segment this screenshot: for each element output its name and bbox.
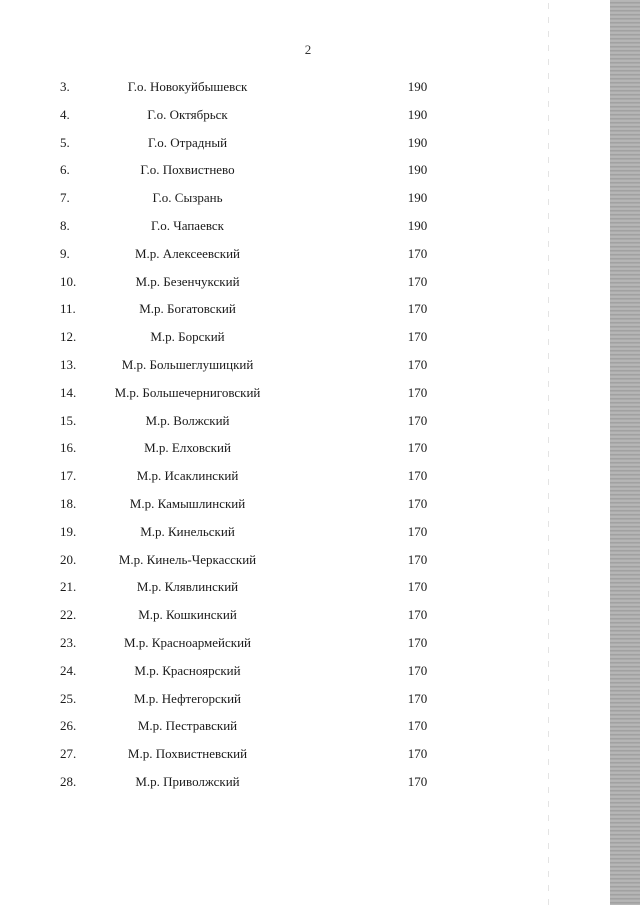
municipality-name: М.р. Пестравский [137, 718, 238, 734]
table-row [0, 212, 560, 240]
row-value: 170 [407, 690, 428, 706]
municipality-name: М.р. Кинель-Черкасский [118, 551, 257, 567]
municipality-name: М.р. Красноармейский [123, 634, 251, 650]
table-row [0, 518, 560, 546]
row-number: 5. [60, 134, 70, 150]
row-value: 170 [407, 773, 428, 789]
table-row [0, 101, 560, 129]
table-row [0, 379, 560, 407]
row-number: 26. [60, 718, 77, 734]
row-number: 13. [60, 356, 77, 372]
municipality-name: М.р. Алексеевский [135, 245, 240, 261]
table-row [0, 73, 560, 101]
row-value: 190 [407, 79, 428, 94]
row-value: 170 [407, 634, 428, 650]
row-number: 21. [60, 579, 77, 595]
municipality-name: М.р. Камышлинский [129, 495, 246, 511]
row-value: 170 [407, 579, 428, 595]
row-value: 170 [407, 356, 428, 372]
municipality-name: М.р. Богатовский [139, 301, 236, 317]
row-number: 19. [60, 523, 77, 539]
table-row [0, 129, 560, 157]
municipality-name: М.р. Нефтегорский [133, 690, 241, 706]
table-row [0, 573, 560, 601]
row-number: 23. [60, 634, 77, 650]
municipality-name: М.р. Большеглушицкий [121, 356, 254, 372]
row-value: 170 [407, 384, 428, 400]
table-row [0, 712, 560, 740]
table-row [0, 434, 560, 462]
row-value: 170 [407, 412, 428, 428]
table-row [0, 268, 560, 296]
municipality-name: Г.о. Отрадный [147, 134, 228, 150]
municipality-table [0, 73, 560, 796]
row-number: 14. [60, 384, 77, 400]
table-row [0, 184, 560, 212]
row-number: 18. [60, 495, 77, 511]
row-value: 170 [407, 468, 428, 484]
row-value: 170 [407, 746, 428, 762]
municipality-name: М.р. Волжский [145, 412, 230, 428]
row-value: 170 [407, 495, 428, 511]
row-number: 9. [60, 245, 70, 261]
row-number: 7. [60, 190, 70, 206]
scan-edge-strip [610, 0, 640, 905]
scan-artifact-line [548, 0, 549, 905]
municipality-name: Г.о. Похвистнево [140, 162, 235, 178]
table-row [0, 685, 560, 713]
row-value: 170 [407, 607, 428, 623]
table-row [0, 490, 560, 518]
municipality-name: М.р. Исаклинский [136, 468, 239, 484]
municipality-name: М.р. Большечерниговский [114, 384, 261, 400]
municipality-name: М.р. Клявлинский [136, 579, 239, 595]
row-value: 170 [407, 718, 428, 734]
row-number: 3. [60, 79, 70, 94]
row-number: 6. [60, 162, 70, 178]
row-number: 17. [60, 468, 77, 484]
municipality-name: М.р. Похвистневский [127, 746, 248, 762]
row-number: 16. [60, 440, 77, 456]
municipality-name: Г.о. Сызрань [152, 190, 223, 206]
row-value: 170 [407, 662, 428, 678]
municipality-name: М.р. Борский [150, 329, 225, 345]
municipality-name: М.р. Елховский [144, 440, 231, 456]
row-value: 190 [407, 162, 428, 178]
row-number: 10. [60, 273, 77, 289]
table-row [0, 407, 560, 435]
page-number: 2 [304, 42, 312, 57]
row-value: 170 [407, 245, 428, 261]
row-value: 170 [407, 440, 428, 456]
table-row [0, 240, 560, 268]
table-row [0, 351, 560, 379]
row-number: 25. [60, 690, 77, 706]
municipality-name: М.р. Приволжский [135, 773, 240, 789]
row-value: 190 [407, 106, 428, 122]
row-number: 4. [60, 106, 70, 122]
table-row [0, 156, 560, 184]
municipality-name: Г.о. Октябрьск [147, 106, 228, 122]
row-number: 27. [60, 746, 77, 762]
municipality-name: М.р. Безенчукский [135, 273, 240, 289]
row-value: 190 [407, 217, 428, 233]
row-value: 170 [407, 523, 428, 539]
row-number: 11. [60, 301, 76, 317]
row-number: 15. [60, 412, 77, 428]
municipality-name: М.р. Кошкинский [138, 607, 237, 623]
row-number: 8. [60, 217, 70, 233]
row-value: 170 [407, 551, 428, 567]
table-row [0, 740, 560, 768]
row-value: 190 [407, 190, 428, 206]
table-row [0, 295, 560, 323]
row-number: 22. [60, 607, 77, 623]
table-row [0, 657, 560, 685]
table-row [0, 546, 560, 574]
table-row [0, 462, 560, 490]
municipality-name: Г.о. Чапаевск [151, 217, 224, 233]
table-row [0, 768, 560, 796]
row-value: 170 [407, 329, 428, 345]
row-number: 12. [60, 329, 77, 345]
table-row [0, 601, 560, 629]
row-number: 20. [60, 551, 77, 567]
municipality-name: Г.о. Новокуйбышевск [127, 79, 248, 94]
row-value: 170 [407, 273, 428, 289]
row-number: 24. [60, 662, 77, 678]
row-value: 170 [407, 301, 428, 317]
table-row [0, 629, 560, 657]
municipality-name: М.р. Кинельский [140, 523, 235, 539]
municipality-name: М.р. Красноярский [134, 662, 241, 678]
table-row [0, 323, 560, 351]
row-number: 28. [60, 773, 77, 789]
row-value: 190 [407, 134, 428, 150]
